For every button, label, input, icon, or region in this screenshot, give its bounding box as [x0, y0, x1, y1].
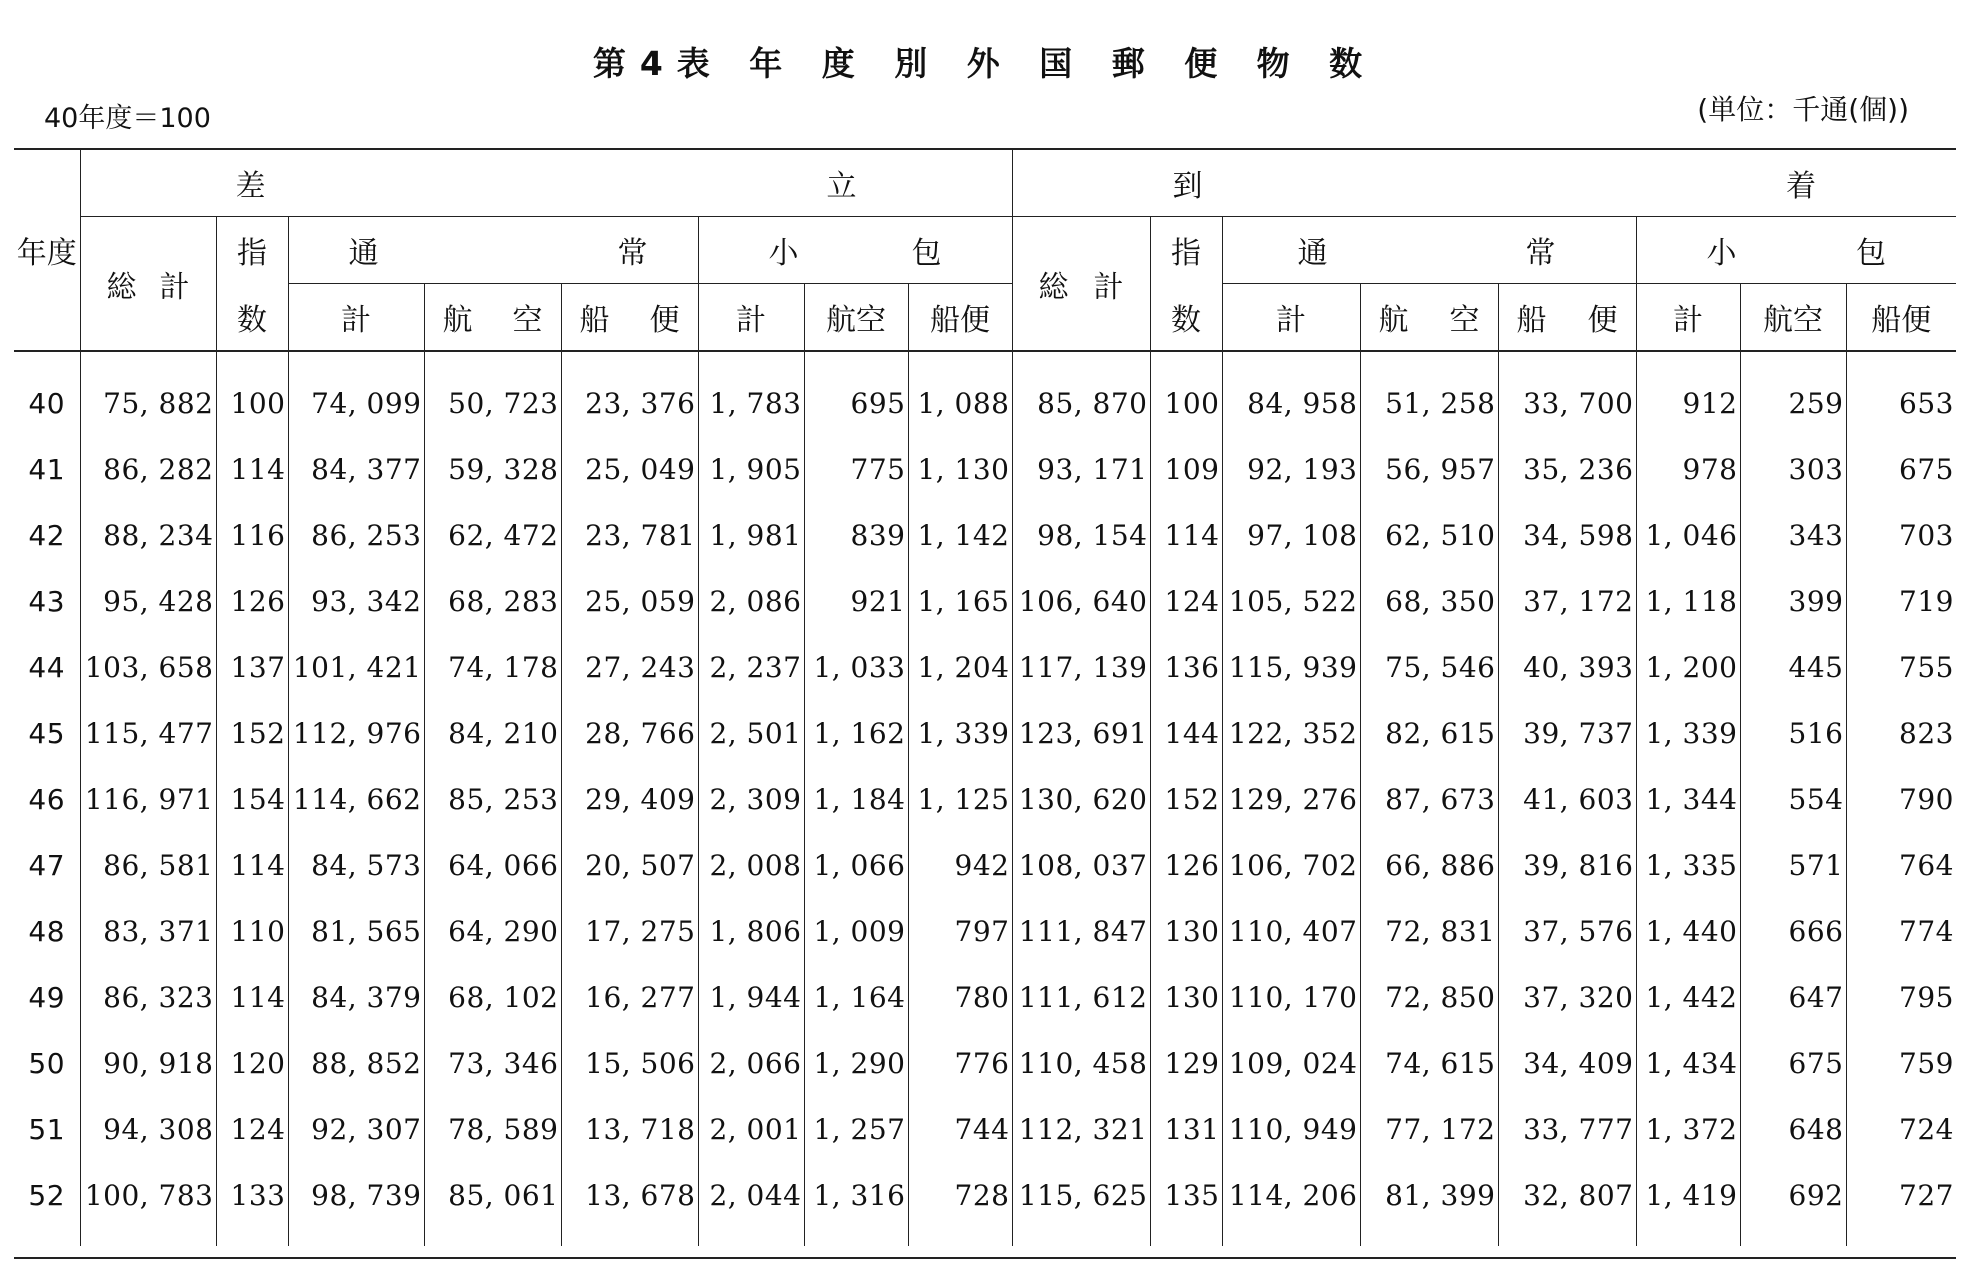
sent-parcel-header	[698, 217, 1012, 284]
sent-header-left: 差	[235, 169, 266, 204]
table-cell: 106, 702	[1222, 832, 1360, 898]
arrive-parcel-air-header: 航空	[1740, 284, 1846, 352]
table-cell: 13, 718	[561, 1096, 698, 1162]
table-cell: 41, 603	[1498, 766, 1636, 832]
table-row	[14, 1096, 1956, 1162]
table-cell: 51, 258	[1360, 351, 1498, 436]
table-cell: 259	[1740, 351, 1846, 436]
table-cell: 839	[804, 502, 908, 568]
table-cell: 29, 409	[561, 766, 698, 832]
table-cell: 86, 253	[288, 502, 424, 568]
table-cell: 75, 882	[80, 351, 216, 436]
table-cell: 56, 957	[1360, 436, 1498, 502]
table-cell: 114	[1150, 502, 1222, 568]
year-cell: 43	[28, 584, 66, 618]
year-cell: 50	[28, 1046, 66, 1080]
table-cell: 108, 037	[1012, 832, 1150, 898]
table-cell: 114	[216, 832, 288, 898]
table-cell: 2, 501	[698, 700, 804, 766]
table-cell: 68, 102	[424, 964, 561, 1030]
table-cell: 15, 506	[561, 1030, 698, 1096]
table-cell: 81, 399	[1360, 1162, 1498, 1246]
arrive-parcel-sum-header: 計	[1636, 284, 1740, 352]
table-row	[14, 634, 1956, 700]
table-cell: 154	[216, 766, 288, 832]
table-cell: 68, 350	[1360, 568, 1498, 634]
table-cell: 675	[1846, 436, 1956, 502]
table-cell: 32, 807	[1498, 1162, 1636, 1246]
table-cell: 1, 442	[1636, 964, 1740, 1030]
table-cell: 2, 008	[698, 832, 804, 898]
table-cell: 88, 234	[80, 502, 216, 568]
table-cell: 1, 981	[698, 502, 804, 568]
arrive-ordinary-header	[1222, 217, 1636, 284]
table-cell: 129	[1150, 1030, 1222, 1096]
table-cell: 130	[1150, 964, 1222, 1030]
table-cell: 92, 193	[1222, 436, 1360, 502]
table-row	[14, 1162, 1956, 1246]
table-cell: 123, 691	[1012, 700, 1150, 766]
table-cell: 1, 200	[1636, 634, 1740, 700]
table-cell: 86, 282	[80, 436, 216, 502]
table-cell: 1, 440	[1636, 898, 1740, 964]
table-cell: 98, 739	[288, 1162, 424, 1246]
table-cell: 83, 371	[80, 898, 216, 964]
table-cell: 675	[1740, 1030, 1846, 1096]
table-cell: 103, 658	[80, 634, 216, 700]
table-cell: 136	[1150, 634, 1222, 700]
table-cell: 110, 170	[1222, 964, 1360, 1030]
sent-ordinary-left: 通	[348, 236, 379, 271]
table-cell: 695	[804, 351, 908, 436]
table-cell: 16, 277	[561, 964, 698, 1030]
table-row	[14, 351, 1956, 436]
sent-ordinary-air-header: 航 空	[424, 284, 561, 352]
year-cell: 45	[28, 716, 66, 750]
table-cell: 101, 421	[288, 634, 424, 700]
table-cell: 1, 184	[804, 766, 908, 832]
table-cell: 724	[1846, 1096, 1956, 1162]
table-cell: 112, 976	[288, 700, 424, 766]
table-cell: 152	[216, 700, 288, 766]
table-cell: 776	[908, 1030, 1012, 1096]
table-cell: 129, 276	[1222, 766, 1360, 832]
table-cell: 1, 118	[1636, 568, 1740, 634]
table-cell: 74, 178	[424, 634, 561, 700]
table-cell: 116	[216, 502, 288, 568]
table-cell: 1, 806	[698, 898, 804, 964]
table-cell: 2, 001	[698, 1096, 804, 1162]
table-cell: 133	[216, 1162, 288, 1246]
arrive-ordinary-right: 常	[1525, 236, 1556, 271]
table-cell: 1, 944	[698, 964, 804, 1030]
table-cell: 1, 419	[1636, 1162, 1740, 1246]
table-cell: 87, 673	[1360, 766, 1498, 832]
table-cell: 25, 049	[561, 436, 698, 502]
table-cell: 780	[908, 964, 1012, 1030]
table-cell: 111, 612	[1012, 964, 1150, 1030]
table-cell: 110, 458	[1012, 1030, 1150, 1096]
arrive-header-right: 着	[1786, 169, 1816, 204]
table-cell: 40, 393	[1498, 634, 1636, 700]
year-cell: 42	[28, 518, 66, 552]
table-cell: 775	[804, 436, 908, 502]
table-cell: 116, 971	[80, 766, 216, 832]
table-row	[14, 766, 1956, 832]
table-cell: 703	[1846, 502, 1956, 568]
year-cell: 41	[28, 452, 66, 486]
table-cell: 728	[908, 1162, 1012, 1246]
table-cell: 25, 059	[561, 568, 698, 634]
table-cell: 82, 615	[1360, 700, 1498, 766]
table-cell: 1, 088	[908, 351, 1012, 436]
arrive-index-header-top: 指	[1150, 217, 1222, 284]
table-cell: 755	[1846, 634, 1956, 700]
table-cell: 90, 918	[80, 1030, 216, 1096]
table-cell: 68, 283	[424, 568, 561, 634]
table-cell: 98, 154	[1012, 502, 1150, 568]
table-cell: 653	[1846, 351, 1956, 436]
table-cell: 20, 507	[561, 832, 698, 898]
table-cell: 137	[216, 634, 288, 700]
table-cell: 72, 850	[1360, 964, 1498, 1030]
table-cell: 647	[1740, 964, 1846, 1030]
table-cell: 1, 339	[908, 700, 1012, 766]
table-cell: 1, 257	[804, 1096, 908, 1162]
table-cell: 34, 409	[1498, 1030, 1636, 1096]
table-cell: 114	[216, 436, 288, 502]
table-cell: 117, 139	[1012, 634, 1150, 700]
table-cell: 86, 581	[80, 832, 216, 898]
sent-ordinary-header	[288, 217, 698, 284]
table-cell: 120	[216, 1030, 288, 1096]
table-cell: 84, 379	[288, 964, 424, 1030]
table-header	[14, 150, 1956, 351]
table-cell: 62, 472	[424, 502, 561, 568]
table-cell: 303	[1740, 436, 1846, 502]
table-cell: 1, 204	[908, 634, 1012, 700]
arrive-index-header-bottom: 数	[1150, 284, 1222, 352]
year-cell: 52	[28, 1178, 66, 1212]
table-cell: 92, 307	[288, 1096, 424, 1162]
table-cell: 73, 346	[424, 1030, 561, 1096]
table-cell: 114, 662	[288, 766, 424, 832]
arrive-parcel-sea-header: 船便	[1846, 284, 1956, 352]
table-cell: 85, 061	[424, 1162, 561, 1246]
table-cell: 75, 546	[1360, 634, 1498, 700]
table-cell: 1, 164	[804, 964, 908, 1030]
table-cell: 33, 777	[1498, 1096, 1636, 1162]
year-cell: 47	[28, 848, 66, 882]
table-cell: 131	[1150, 1096, 1222, 1162]
table-cell: 445	[1740, 634, 1846, 700]
table-cell: 78, 589	[424, 1096, 561, 1162]
table-cell: 33, 700	[1498, 351, 1636, 436]
table-cell: 74, 615	[1360, 1030, 1498, 1096]
table-cell: 1, 335	[1636, 832, 1740, 898]
table-cell: 37, 320	[1498, 964, 1636, 1030]
table-cell: 2, 309	[698, 766, 804, 832]
year-cell: 40	[28, 386, 66, 420]
table-cell: 106, 640	[1012, 568, 1150, 634]
arrive-total-header: 総 計	[1012, 217, 1150, 352]
table-title: 第4表 年 度 別 外 国 郵 便 物 数	[592, 44, 1377, 83]
arrive-header-left: 到	[1172, 169, 1203, 204]
table-cell: 39, 737	[1498, 700, 1636, 766]
table-cell: 85, 253	[424, 766, 561, 832]
table-cell: 130, 620	[1012, 766, 1150, 832]
table-cell: 114, 206	[1222, 1162, 1360, 1246]
sent-parcel-right: 包	[911, 236, 942, 271]
table-cell: 912	[1636, 351, 1740, 436]
table-cell: 112, 321	[1012, 1096, 1150, 1162]
year-cell: 46	[28, 782, 66, 816]
table-cell: 23, 376	[561, 351, 698, 436]
table-cell: 110	[216, 898, 288, 964]
table-cell: 1, 009	[804, 898, 908, 964]
table-cell: 1, 434	[1636, 1030, 1740, 1096]
table-row	[14, 502, 1956, 568]
table-cell: 1, 316	[804, 1162, 908, 1246]
table-cell: 122, 352	[1222, 700, 1360, 766]
arrive-parcel-header	[1636, 217, 1956, 284]
table-cell: 1, 783	[698, 351, 804, 436]
table-cell: 114	[216, 964, 288, 1030]
sent-ordinary-right: 常	[617, 236, 648, 271]
table-cell: 2, 086	[698, 568, 804, 634]
arrive-parcel-right: 包	[1856, 236, 1886, 271]
arrive-group-header	[1012, 150, 1956, 217]
table-body	[14, 351, 1956, 1246]
table-cell: 1, 142	[908, 502, 1012, 568]
arrive-ordinary-air-header: 航 空	[1360, 284, 1498, 352]
year-cell: 44	[28, 650, 66, 684]
table-cell: 135	[1150, 1162, 1222, 1246]
table-cell: 1, 905	[698, 436, 804, 502]
table-cell: 64, 066	[424, 832, 561, 898]
table-cell: 100, 783	[80, 1162, 216, 1246]
table-cell: 81, 565	[288, 898, 424, 964]
table-cell: 719	[1846, 568, 1956, 634]
mail-statistics-table	[14, 150, 1956, 1246]
table-cell: 39, 816	[1498, 832, 1636, 898]
year-cell: 49	[28, 980, 66, 1014]
table-cell: 94, 308	[80, 1096, 216, 1162]
table-cell: 93, 171	[1012, 436, 1150, 502]
table-cell: 126	[1150, 832, 1222, 898]
table-cell: 110, 407	[1222, 898, 1360, 964]
sent-header-right: 立	[826, 169, 857, 204]
table-bottom-rule	[14, 1257, 1956, 1259]
table-cell: 74, 099	[288, 351, 424, 436]
table-cell: 764	[1846, 832, 1956, 898]
table-cell: 790	[1846, 766, 1956, 832]
arrive-parcel-left: 小	[1706, 236, 1737, 271]
table-cell: 126	[216, 568, 288, 634]
sent-parcel-air-header: 航空	[804, 284, 908, 352]
table-cell: 17, 275	[561, 898, 698, 964]
table-cell: 554	[1740, 766, 1846, 832]
table-cell: 72, 831	[1360, 898, 1498, 964]
table-cell: 34, 598	[1498, 502, 1636, 568]
table-cell: 88, 852	[288, 1030, 424, 1096]
table-cell: 795	[1846, 964, 1956, 1030]
table-cell: 727	[1846, 1162, 1956, 1246]
table-cell: 62, 510	[1360, 502, 1498, 568]
table-cell: 109	[1150, 436, 1222, 502]
table-cell: 105, 522	[1222, 568, 1360, 634]
sent-ordinary-sea-header: 船 便	[561, 284, 698, 352]
table-cell: 144	[1150, 700, 1222, 766]
table-cell: 921	[804, 568, 908, 634]
table-cell: 571	[1740, 832, 1846, 898]
table-cell: 399	[1740, 568, 1846, 634]
table-cell: 343	[1740, 502, 1846, 568]
table-row	[14, 436, 1956, 502]
table-cell: 1, 372	[1636, 1096, 1740, 1162]
table-cell: 35, 236	[1498, 436, 1636, 502]
table-cell: 516	[1740, 700, 1846, 766]
table-cell: 64, 290	[424, 898, 561, 964]
table-cell: 1, 066	[804, 832, 908, 898]
table-cell: 93, 342	[288, 568, 424, 634]
table-row	[14, 832, 1956, 898]
sent-group-header	[80, 150, 1012, 217]
table-cell: 115, 625	[1012, 1162, 1150, 1246]
table-cell: 666	[1740, 898, 1846, 964]
table-cell: 84, 958	[1222, 351, 1360, 436]
table-cell: 13, 678	[561, 1162, 698, 1246]
table-cell: 100	[216, 351, 288, 436]
sent-index-header-top: 指	[216, 217, 288, 284]
arrive-ordinary-sum-header: 計	[1222, 284, 1360, 352]
sent-parcel-left: 小	[768, 236, 799, 271]
table-cell: 27, 243	[561, 634, 698, 700]
year-cell: 48	[28, 914, 66, 948]
table-cell: 648	[1740, 1096, 1846, 1162]
table-cell: 823	[1846, 700, 1956, 766]
table-cell: 152	[1150, 766, 1222, 832]
table-cell: 66, 886	[1360, 832, 1498, 898]
table-cell: 59, 328	[424, 436, 561, 502]
table-cell: 1, 033	[804, 634, 908, 700]
table-row	[14, 700, 1956, 766]
table-cell: 111, 847	[1012, 898, 1150, 964]
year-cell: 51	[28, 1112, 66, 1146]
table-cell: 115, 477	[80, 700, 216, 766]
table-cell: 77, 172	[1360, 1096, 1498, 1162]
table-cell: 84, 573	[288, 832, 424, 898]
table-cell: 23, 781	[561, 502, 698, 568]
table-cell: 100	[1150, 351, 1222, 436]
table-cell: 109, 024	[1222, 1030, 1360, 1096]
sent-parcel-sum-header: 計	[698, 284, 804, 352]
table-cell: 124	[1150, 568, 1222, 634]
table-cell: 692	[1740, 1162, 1846, 1246]
table-cell: 1, 339	[1636, 700, 1740, 766]
table-cell: 1, 344	[1636, 766, 1740, 832]
table-cell: 1, 046	[1636, 502, 1740, 568]
table-cell: 115, 939	[1222, 634, 1360, 700]
table-cell: 86, 323	[80, 964, 216, 1030]
table-cell: 774	[1846, 898, 1956, 964]
unit-note: (単位：千通(個))	[1697, 93, 1909, 126]
table-row	[14, 1030, 1956, 1096]
table-cell: 1, 165	[908, 568, 1012, 634]
table-cell: 978	[1636, 436, 1740, 502]
sent-ordinary-sum-header: 計	[288, 284, 424, 352]
table-cell: 1, 162	[804, 700, 908, 766]
table-cell: 37, 172	[1498, 568, 1636, 634]
table-cell: 84, 377	[288, 436, 424, 502]
sent-parcel-sea-header: 船便	[908, 284, 1012, 352]
table-row	[14, 568, 1956, 634]
table-cell: 50, 723	[424, 351, 561, 436]
sent-total-header: 総 計	[80, 217, 216, 352]
table-cell: 2, 066	[698, 1030, 804, 1096]
table-cell: 28, 766	[561, 700, 698, 766]
year-header: 年度	[16, 236, 77, 271]
base-year-note: 40年度＝100	[44, 103, 211, 134]
table-cell: 110, 949	[1222, 1096, 1360, 1162]
table-cell: 1, 290	[804, 1030, 908, 1096]
table-cell: 37, 576	[1498, 898, 1636, 964]
table-cell: 2, 044	[698, 1162, 804, 1246]
arrive-ordinary-sea-header: 船 便	[1498, 284, 1636, 352]
table-cell: 95, 428	[80, 568, 216, 634]
table-row	[14, 898, 1956, 964]
table-cell: 84, 210	[424, 700, 561, 766]
table-cell: 124	[216, 1096, 288, 1162]
arrive-ordinary-left: 通	[1297, 236, 1328, 271]
table-cell: 2, 237	[698, 634, 804, 700]
table-cell: 744	[908, 1096, 1012, 1162]
table-cell: 1, 125	[908, 766, 1012, 832]
table-cell: 85, 870	[1012, 351, 1150, 436]
table-cell: 1, 130	[908, 436, 1012, 502]
table-row	[14, 964, 1956, 1030]
table-cell: 130	[1150, 898, 1222, 964]
table-cell: 97, 108	[1222, 502, 1360, 568]
sent-index-header-bottom: 数	[216, 284, 288, 352]
table-cell: 759	[1846, 1030, 1956, 1096]
table-cell: 942	[908, 832, 1012, 898]
table-cell: 797	[908, 898, 1012, 964]
